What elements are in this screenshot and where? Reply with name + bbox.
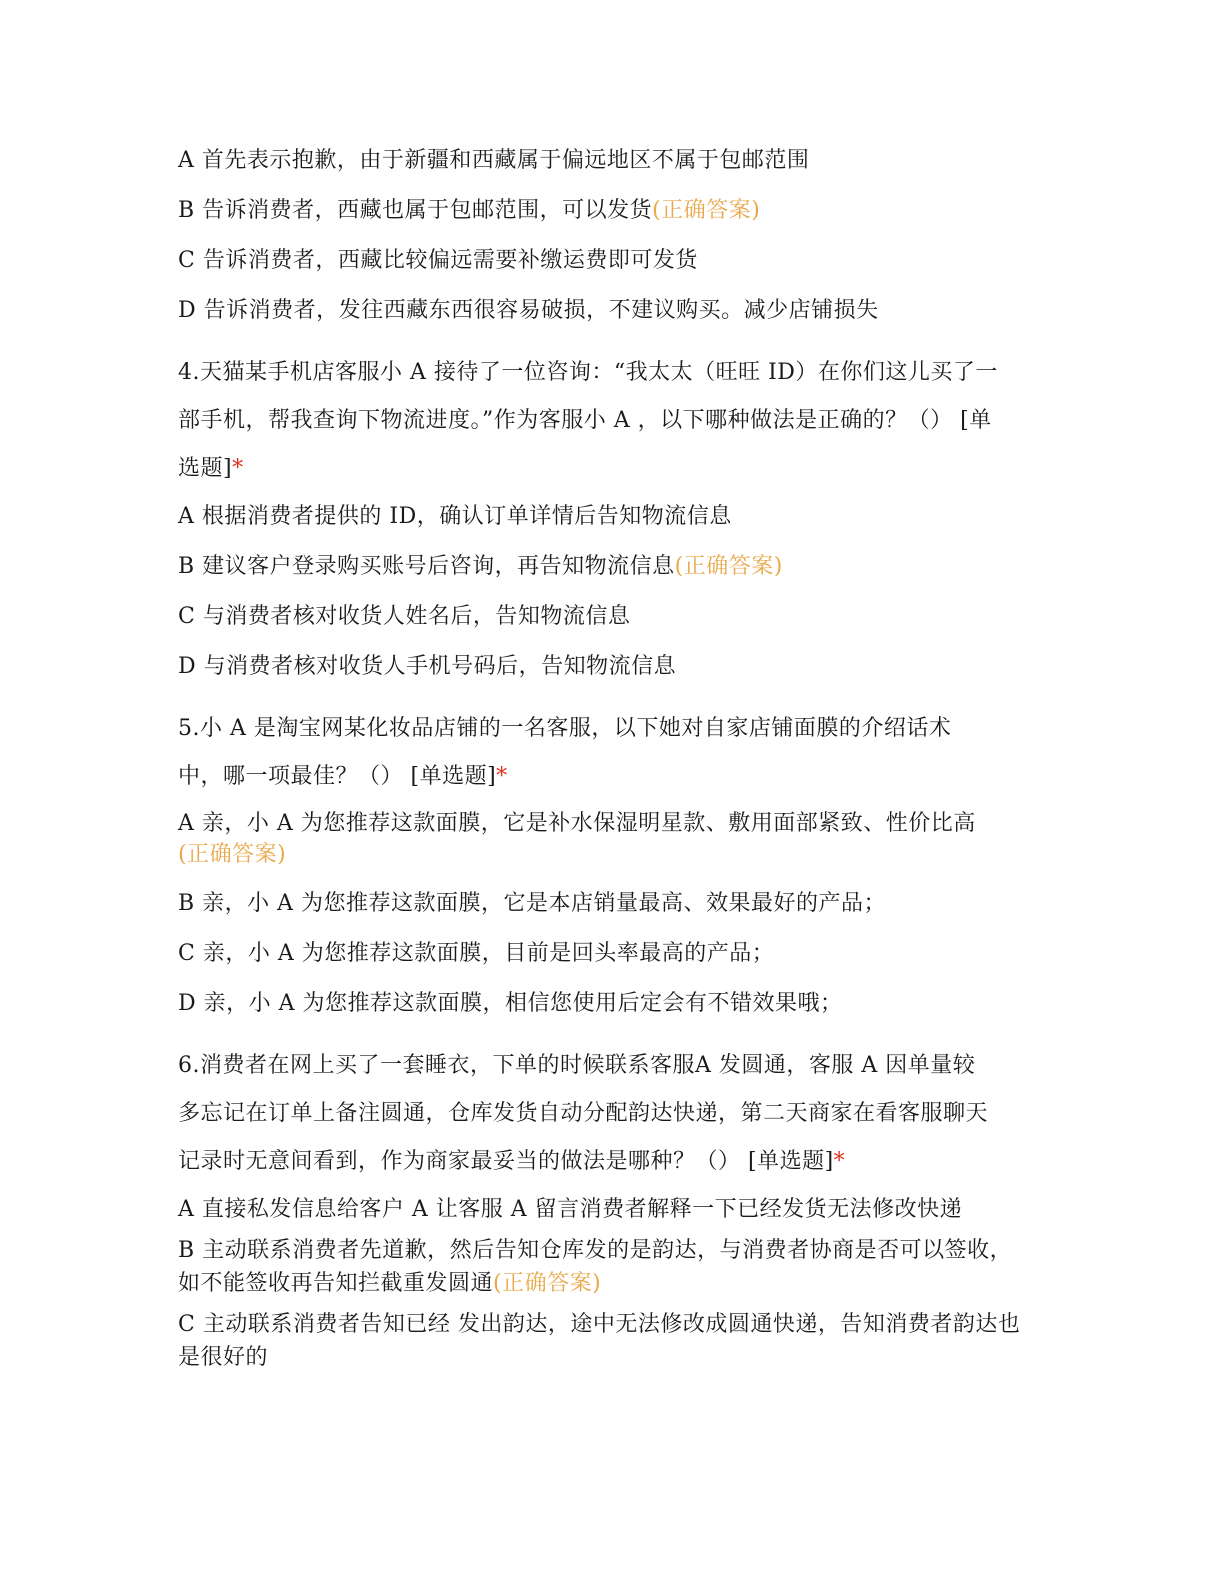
q4-stem-line-1: 4.天猫某手机店客服小 A 接待了一位咨询：“我太太（旺旺 ID）在你们这儿买了一 (178, 360, 998, 385)
question-type: 选题] (178, 456, 233, 481)
q4-stem-line-2: 部手机，帮我查询下物流进度。”作为客服小 A ，以下哪种做法是正确的？（） [单 (178, 408, 992, 433)
q4-option-c (178, 600, 1048, 633)
correct-answer-mark: (正确答案) (493, 1271, 602, 1296)
q6-option-c (178, 1308, 1028, 1374)
required-star: * (833, 1149, 846, 1174)
option-text: B 告诉消费者，西藏也属于包邮范围，可以发货 (178, 198, 653, 223)
option-text: B 亲，小 A 为您推荐这款面膜，它是本店销量最高、效果最好的产品； (178, 891, 887, 916)
spacer (178, 344, 1048, 356)
option-text: C 告诉消费者，西藏比较偏远需要补缴运费即可发货 (178, 248, 698, 273)
spacer (178, 1037, 1048, 1049)
q6-option-a (178, 1193, 1048, 1226)
option-text: C 主动联系消费者告知已经 发出韵达，途中无法修改成圆通快递，告知消费者韵达也是很好的 (178, 1312, 1021, 1370)
question-type: 记录时无意间看到，作为商家最妥当的做法是哪种？（） [单选题] (178, 1149, 834, 1174)
q3-option-c (178, 244, 1048, 277)
option-text: A 根据消费者提供的 ID，确认订单详情后告知物流信息 (178, 504, 732, 529)
q3-option-b (178, 194, 1048, 227)
q5-option-c (178, 937, 1048, 970)
correct-answer-mark: (正确答案) (674, 554, 783, 579)
option-text: A 直接私发信息给客户 A 让客服 A 留言消费者解释一下已经发货无法修改快递 (178, 1197, 963, 1222)
correct-answer-mark: (正确答案) (178, 842, 287, 867)
question-type: 中，哪一项最佳？（） [单选题] (178, 764, 497, 789)
q4-option-a (178, 500, 1048, 533)
option-text: B 主动联系消费者先道歉，然后告知仓库发的是韵达，与消费者协商是否可以签收，如不能签收再告知拦截重发圆通 (178, 1238, 1013, 1296)
q5-option-a (178, 808, 1038, 870)
q6-stem-line-2: 多忘记在订单上备注圆通，仓库发货自动分配韵达快递，第二天商家在看客服聊天 (178, 1101, 989, 1126)
q4-option-b (178, 550, 1048, 583)
q5-stem-line-1: 5.小 A 是淘宝网某化妆品店铺的一名客服，以下她对自家店铺面膜的介绍话术 (178, 716, 952, 741)
q5-option-b (178, 887, 1048, 920)
option-text: D 与消费者核对收货人手机号码后，告知物流信息 (178, 654, 677, 679)
option-text: D 亲，小 A 为您推荐这款面膜，相信您使用后定会有不错效果哦； (178, 991, 843, 1016)
q5-stem-line-2 (178, 760, 1048, 793)
spacer (178, 700, 1048, 712)
option-text: B 建议客户登录购买账号后咨询，再告知物流信息 (178, 554, 675, 579)
q4-stem-line-3 (178, 452, 1048, 485)
q6-stem-line-3 (178, 1145, 1048, 1178)
q5-option-d (178, 987, 1048, 1020)
document-page (178, 144, 1048, 1374)
required-star: * (232, 456, 244, 481)
q6-option-b (178, 1234, 1028, 1300)
q4-option-d (178, 650, 1048, 683)
q6-stem-line-1: 6.消费者在网上买了一套睡衣，下单的时候联系客服A 发圆通，客服 A 因单量较 (178, 1053, 976, 1078)
option-text: C 亲，小 A 为您推荐这款面膜，目前是回头率最高的产品； (178, 941, 775, 966)
required-star: * (496, 764, 508, 789)
correct-answer-mark: (正确答案) (652, 198, 761, 223)
q3-option-d (178, 294, 1048, 327)
option-text: D 告诉消费者，发往西藏东西很容易破损，不建议购买。减少店铺损失 (178, 298, 879, 323)
q3-option-a (178, 144, 1048, 177)
option-text: A 亲，小 A 为您推荐这款面膜，它是补水保湿明星款、敷用面部紧致、性价比高 (178, 811, 976, 836)
option-text: A 首先表示抱歉，由于新疆和西藏属于偏远地区不属于包邮范围 (178, 148, 810, 173)
option-text: C 与消费者核对收货人姓名后，告知物流信息 (178, 604, 631, 629)
